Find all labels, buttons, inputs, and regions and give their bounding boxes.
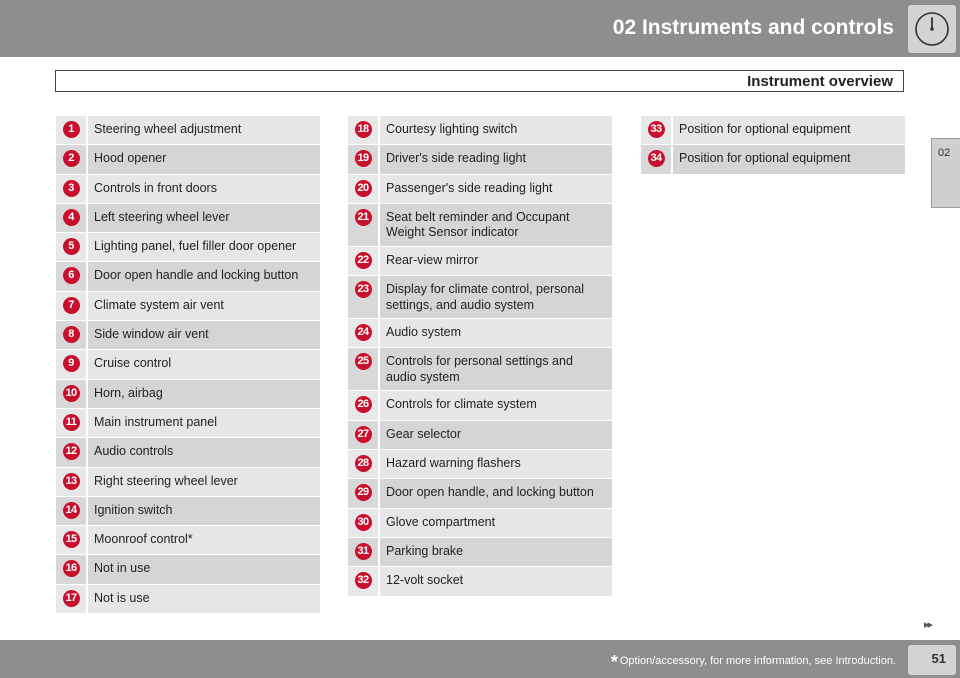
legend-number-cell bbox=[56, 116, 88, 144]
legend-row bbox=[348, 391, 612, 419]
legend-number-cell bbox=[348, 247, 380, 275]
legend-label: Audio controls bbox=[94, 444, 174, 459]
callout-number-badge: 29 bbox=[355, 484, 372, 501]
legend-row bbox=[56, 175, 320, 203]
legend-row bbox=[56, 468, 320, 496]
legend-row bbox=[56, 204, 320, 232]
page-footer bbox=[0, 640, 960, 678]
legend-row bbox=[56, 438, 320, 466]
legend-row bbox=[348, 479, 612, 507]
callout-number-badge: 18 bbox=[355, 121, 372, 138]
page-number-box bbox=[908, 645, 956, 675]
legend-row bbox=[348, 116, 612, 144]
legend-column-1 bbox=[56, 116, 320, 614]
legend-number-cell bbox=[348, 175, 380, 203]
legend-number-cell bbox=[348, 276, 380, 318]
legend-row bbox=[348, 204, 612, 246]
chapter-header bbox=[0, 0, 960, 57]
callout-number-badge: 28 bbox=[355, 455, 372, 472]
legend-row bbox=[56, 409, 320, 437]
callout-number-badge: 20 bbox=[355, 180, 372, 197]
legend-number-cell bbox=[348, 509, 380, 537]
legend-row bbox=[348, 348, 612, 390]
callout-number-badge: 31 bbox=[355, 543, 372, 560]
chapter-side-tab[interactable] bbox=[931, 138, 960, 208]
legend-label: 12-volt socket bbox=[386, 573, 464, 588]
legend-column-3 bbox=[641, 116, 905, 175]
legend-number-cell bbox=[348, 116, 380, 144]
legend-number-cell bbox=[56, 497, 88, 525]
callout-number-badge: 25 bbox=[355, 353, 372, 370]
callout-number-badge: 4 bbox=[63, 209, 80, 226]
callout-number-badge: 9 bbox=[63, 355, 80, 372]
legend-label: Courtesy lighting switch bbox=[386, 122, 518, 136]
legend-number-cell bbox=[348, 145, 380, 173]
legend-number-cell bbox=[56, 233, 88, 261]
legend-label: Side window air vent bbox=[94, 327, 209, 342]
legend-label: Gear selector bbox=[386, 426, 462, 441]
legend-row bbox=[348, 450, 612, 478]
speedometer-icon bbox=[912, 9, 952, 49]
next-page-arrows-icon: ▸▸ bbox=[924, 619, 932, 631]
chapter-side-tab-label: 02 bbox=[938, 147, 951, 159]
callout-number-badge: 32 bbox=[355, 572, 372, 589]
legend-row bbox=[56, 292, 320, 320]
callout-number-badge: 19 bbox=[355, 150, 372, 167]
legend-row bbox=[348, 247, 612, 275]
callout-number-badge: 33 bbox=[648, 121, 665, 138]
legend-row bbox=[641, 116, 905, 144]
legend-row bbox=[56, 585, 320, 613]
section-title: Instrument overview bbox=[747, 73, 893, 90]
legend-label: Steering wheel adjustment bbox=[94, 122, 242, 136]
legend-label: Rear-view mirror bbox=[386, 252, 479, 267]
legend-number-cell bbox=[348, 204, 380, 246]
legend-row bbox=[348, 276, 612, 318]
legend-row bbox=[56, 555, 320, 583]
callout-number-badge: 21 bbox=[355, 209, 372, 226]
legend-label: Driver's side reading light bbox=[386, 151, 526, 166]
legend-number-cell bbox=[56, 321, 88, 349]
legend-label: Hood opener bbox=[94, 151, 167, 166]
page-number: 51 bbox=[931, 651, 946, 666]
callout-number-badge: 34 bbox=[648, 150, 665, 167]
legend-number-cell bbox=[348, 391, 380, 419]
legend-label: Climate system air vent bbox=[94, 297, 224, 312]
legend-number-cell bbox=[56, 380, 88, 408]
callout-number-badge: 23 bbox=[355, 281, 372, 298]
callout-number-badge: 2 bbox=[63, 150, 80, 167]
callout-number-badge: 15 bbox=[63, 531, 80, 548]
legend-number-cell bbox=[641, 145, 673, 173]
legend-label: Not is use bbox=[94, 590, 150, 605]
legend-row bbox=[56, 233, 320, 261]
legend-number-cell bbox=[56, 409, 88, 437]
legend-number-cell bbox=[56, 204, 88, 232]
callout-number-badge: 13 bbox=[63, 473, 80, 490]
legend-row bbox=[56, 350, 320, 378]
legend-row bbox=[348, 567, 612, 595]
legend-number-cell bbox=[56, 438, 88, 466]
legend-label: Ignition switch bbox=[94, 502, 173, 517]
legend-number-cell bbox=[56, 145, 88, 173]
legend-label: Right steering wheel lever bbox=[94, 473, 238, 488]
legend-label: Not in use bbox=[94, 561, 151, 576]
legend-label: Parking brake bbox=[386, 543, 464, 558]
callout-number-badge: 30 bbox=[355, 514, 372, 531]
callout-number-badge: 1 bbox=[63, 121, 80, 138]
legend-label: Door open handle, and locking button bbox=[386, 485, 594, 500]
legend-row bbox=[348, 145, 612, 173]
legend-number-cell bbox=[348, 348, 380, 390]
section-bar bbox=[55, 70, 904, 92]
legend-row bbox=[56, 262, 320, 290]
legend-label: Position for optional equipment bbox=[679, 122, 851, 136]
legend-label: Controls for personal settings and audio system bbox=[386, 354, 573, 384]
legend-number-cell bbox=[56, 526, 88, 554]
legend-number-cell bbox=[348, 538, 380, 566]
legend-row bbox=[348, 421, 612, 449]
legend-label: Passenger's side reading light bbox=[386, 180, 553, 195]
footnote-text: Option/accessory, for more information, see Introduction. bbox=[619, 655, 896, 667]
legend-label: Seat belt reminder and Occupant Weight Sensor indicator bbox=[386, 209, 570, 240]
legend-number-cell bbox=[348, 479, 380, 507]
legend-label: Main instrument panel bbox=[94, 414, 217, 429]
legend-row bbox=[56, 526, 320, 554]
legend-column-2 bbox=[348, 116, 612, 597]
legend-label: Controls for climate system bbox=[386, 397, 537, 412]
callout-number-badge: 22 bbox=[355, 252, 372, 269]
callout-number-badge: 6 bbox=[63, 267, 80, 284]
chapter-icon-box bbox=[908, 5, 956, 53]
legend-row bbox=[56, 380, 320, 408]
callout-number-badge: 11 bbox=[63, 414, 80, 431]
legend-number-cell bbox=[56, 262, 88, 290]
legend-label: Door open handle and locking button bbox=[94, 268, 299, 283]
callout-number-badge: 17 bbox=[63, 590, 80, 607]
legend-label: Display for climate control, personal settings, and audio system bbox=[386, 282, 584, 312]
legend-row bbox=[348, 509, 612, 537]
legend-row bbox=[348, 538, 612, 566]
callout-number-badge: 16 bbox=[63, 560, 80, 577]
legend-row bbox=[348, 319, 612, 347]
callout-number-badge: 14 bbox=[63, 502, 80, 519]
legend-row bbox=[641, 145, 905, 173]
legend-number-cell bbox=[56, 175, 88, 203]
legend-row bbox=[56, 116, 320, 144]
legend-number-cell bbox=[641, 116, 673, 144]
legend-number-cell bbox=[56, 555, 88, 583]
legend-label: Cruise control bbox=[94, 356, 172, 371]
legend-label: Hazard warning flashers bbox=[386, 456, 521, 471]
legend-number-cell bbox=[348, 450, 380, 478]
footnote bbox=[611, 652, 896, 673]
legend-label: Lighting panel, fuel filler door opener bbox=[94, 239, 297, 254]
callout-number-badge: 8 bbox=[63, 326, 80, 343]
legend-label: Moonroof control* bbox=[94, 532, 193, 547]
legend-number-cell bbox=[348, 319, 380, 347]
callout-number-badge: 24 bbox=[355, 324, 372, 341]
legend-label: Left steering wheel lever bbox=[94, 209, 230, 224]
callout-number-badge: 3 bbox=[63, 180, 80, 197]
legend-number-cell bbox=[56, 292, 88, 320]
callout-number-badge: 27 bbox=[355, 426, 372, 443]
legend-number-cell bbox=[348, 567, 380, 595]
legend-row bbox=[56, 145, 320, 173]
legend-label: Glove compartment bbox=[386, 514, 496, 529]
legend-label: Controls in front doors bbox=[94, 180, 217, 195]
legend-number-cell bbox=[56, 468, 88, 496]
callout-number-badge: 26 bbox=[355, 396, 372, 413]
callout-number-badge: 10 bbox=[63, 385, 80, 402]
callout-number-badge: 12 bbox=[63, 443, 80, 460]
legend-label: Position for optional equipment bbox=[679, 151, 851, 166]
legend-row bbox=[56, 497, 320, 525]
legend-label: Audio system bbox=[386, 325, 462, 340]
legend-label: Horn, airbag bbox=[94, 385, 163, 400]
callout-number-badge: 5 bbox=[63, 238, 80, 255]
legend-number-cell bbox=[56, 585, 88, 613]
callout-number-badge: 7 bbox=[63, 297, 80, 314]
chapter-title: 02 Instruments and controls bbox=[612, 16, 894, 39]
legend-row bbox=[56, 321, 320, 349]
legend-number-cell bbox=[56, 350, 88, 378]
footnote-star: * bbox=[610, 652, 618, 672]
legend-row bbox=[348, 175, 612, 203]
legend-number-cell bbox=[348, 421, 380, 449]
